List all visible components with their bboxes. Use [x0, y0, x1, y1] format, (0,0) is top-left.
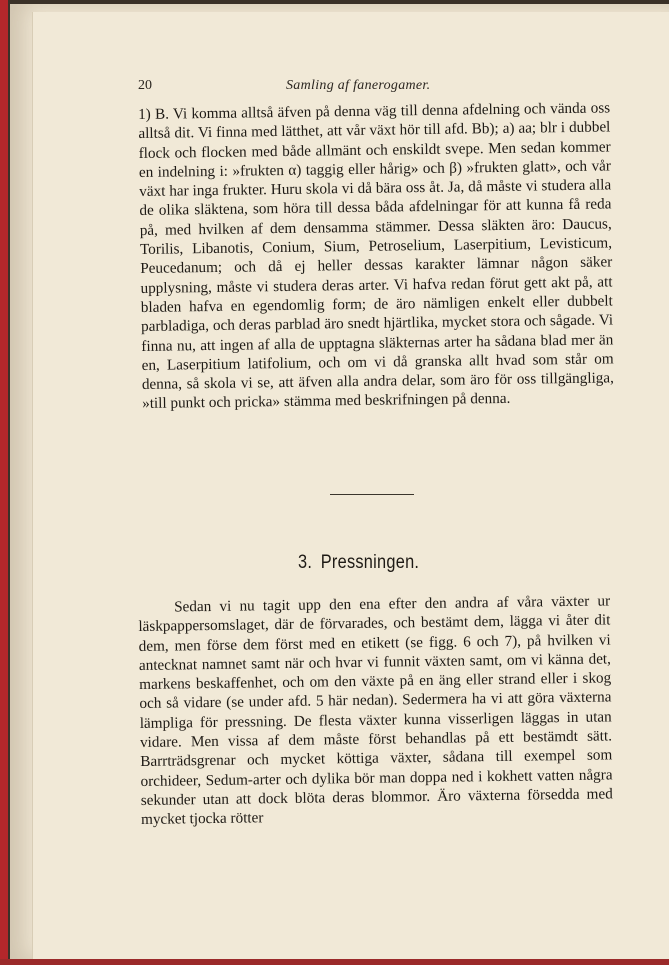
section-number: 3.: [298, 552, 313, 573]
running-title: Samling af fanerogamer.: [286, 78, 431, 93]
page-number: 20: [138, 78, 152, 93]
section-title: Pressningen.: [320, 552, 420, 573]
section-heading: [298, 552, 470, 574]
paragraph-1: 1) B. Vi komma alltså äfven på denna väg till denna afdelning och vända oss alltså dit. Vi finna med lätthet, att vår växt hör till afd. Bb); a) aa; blr i dubbel flock och flocken med både allmänt och enskildt svepe. Men sedan kommer en indelning i: »frukten α) taggig eller hårig» och β) »frukten glatt», och vår växt har inga frukter. Huru skola vi då bära oss åt. Ja, då måste vi studera alla de olika släktena, som höra till dessa båda afdelningar för att kunna få reda på, med hvilken af dem densamma stämmer. Dessa släkten äro: Daucus, Torilis, Libanotis, Conium, Sium, Petroselium, Laserpitium, Levisticum, Peucedanum; och då ej heller dessas karakter lämnar någon säker upplysning, måste vi studera deras arter. Vi hafva redan förut gett akt på, att bladen hafva en egendomlig form; de äro nämligen enkelt eller dubbelt parbladiga, och deras parblad äro snedt hjärtlika, mycket stora och sågade. Vi finna nu, att ingen af alla de upptagna släkternas arter ha sådana blad mer än en, Laserpitium latifolium, och om vi då granska allt hvad som står om denna, så skola vi se, att äfven alla andra delar, som äro för oss tillgängliga, »till punkt och pricka» stämma med beskrifningen på denna.: [138, 99, 614, 413]
paragraph-2: Sedan vi nu tagit upp den ena efter den andra af våra växter ur läskpappersomslaget, där de förvarades, och bestämt dem, lägga vi åter dit dem, men förse dem först med en etikett (se figg. 6 och 7), på hvilken vi antecknat namnet samt när och hvar vi funnit växten samt, om vi känna det, markens beskaffenhet, och om den växte på en äng eller strand eller i skog och så vidare (se under afd. 5 här nedan). Sedermera ha vi att göra växterna lämpliga för pressning. De flesta växter kunna visserligen läggas in utan vidare. Men vissa af dem måste först behandlas på ett bestämdt sätt. Barrträdsgrenar och mycket köttiga växter, sådana till exempel som orchideer, Sedum-arter och dylika bör man doppa ned i kokhett vatten några sekunder utan att dock blöta deras blommor. Äro växterna försedda med mycket tjocka rötter: [138, 592, 613, 829]
page-header: [138, 78, 608, 100]
book-edge-bottom: [0, 959, 669, 965]
section-divider: [330, 494, 414, 495]
book-edge-red: [0, 0, 8, 965]
